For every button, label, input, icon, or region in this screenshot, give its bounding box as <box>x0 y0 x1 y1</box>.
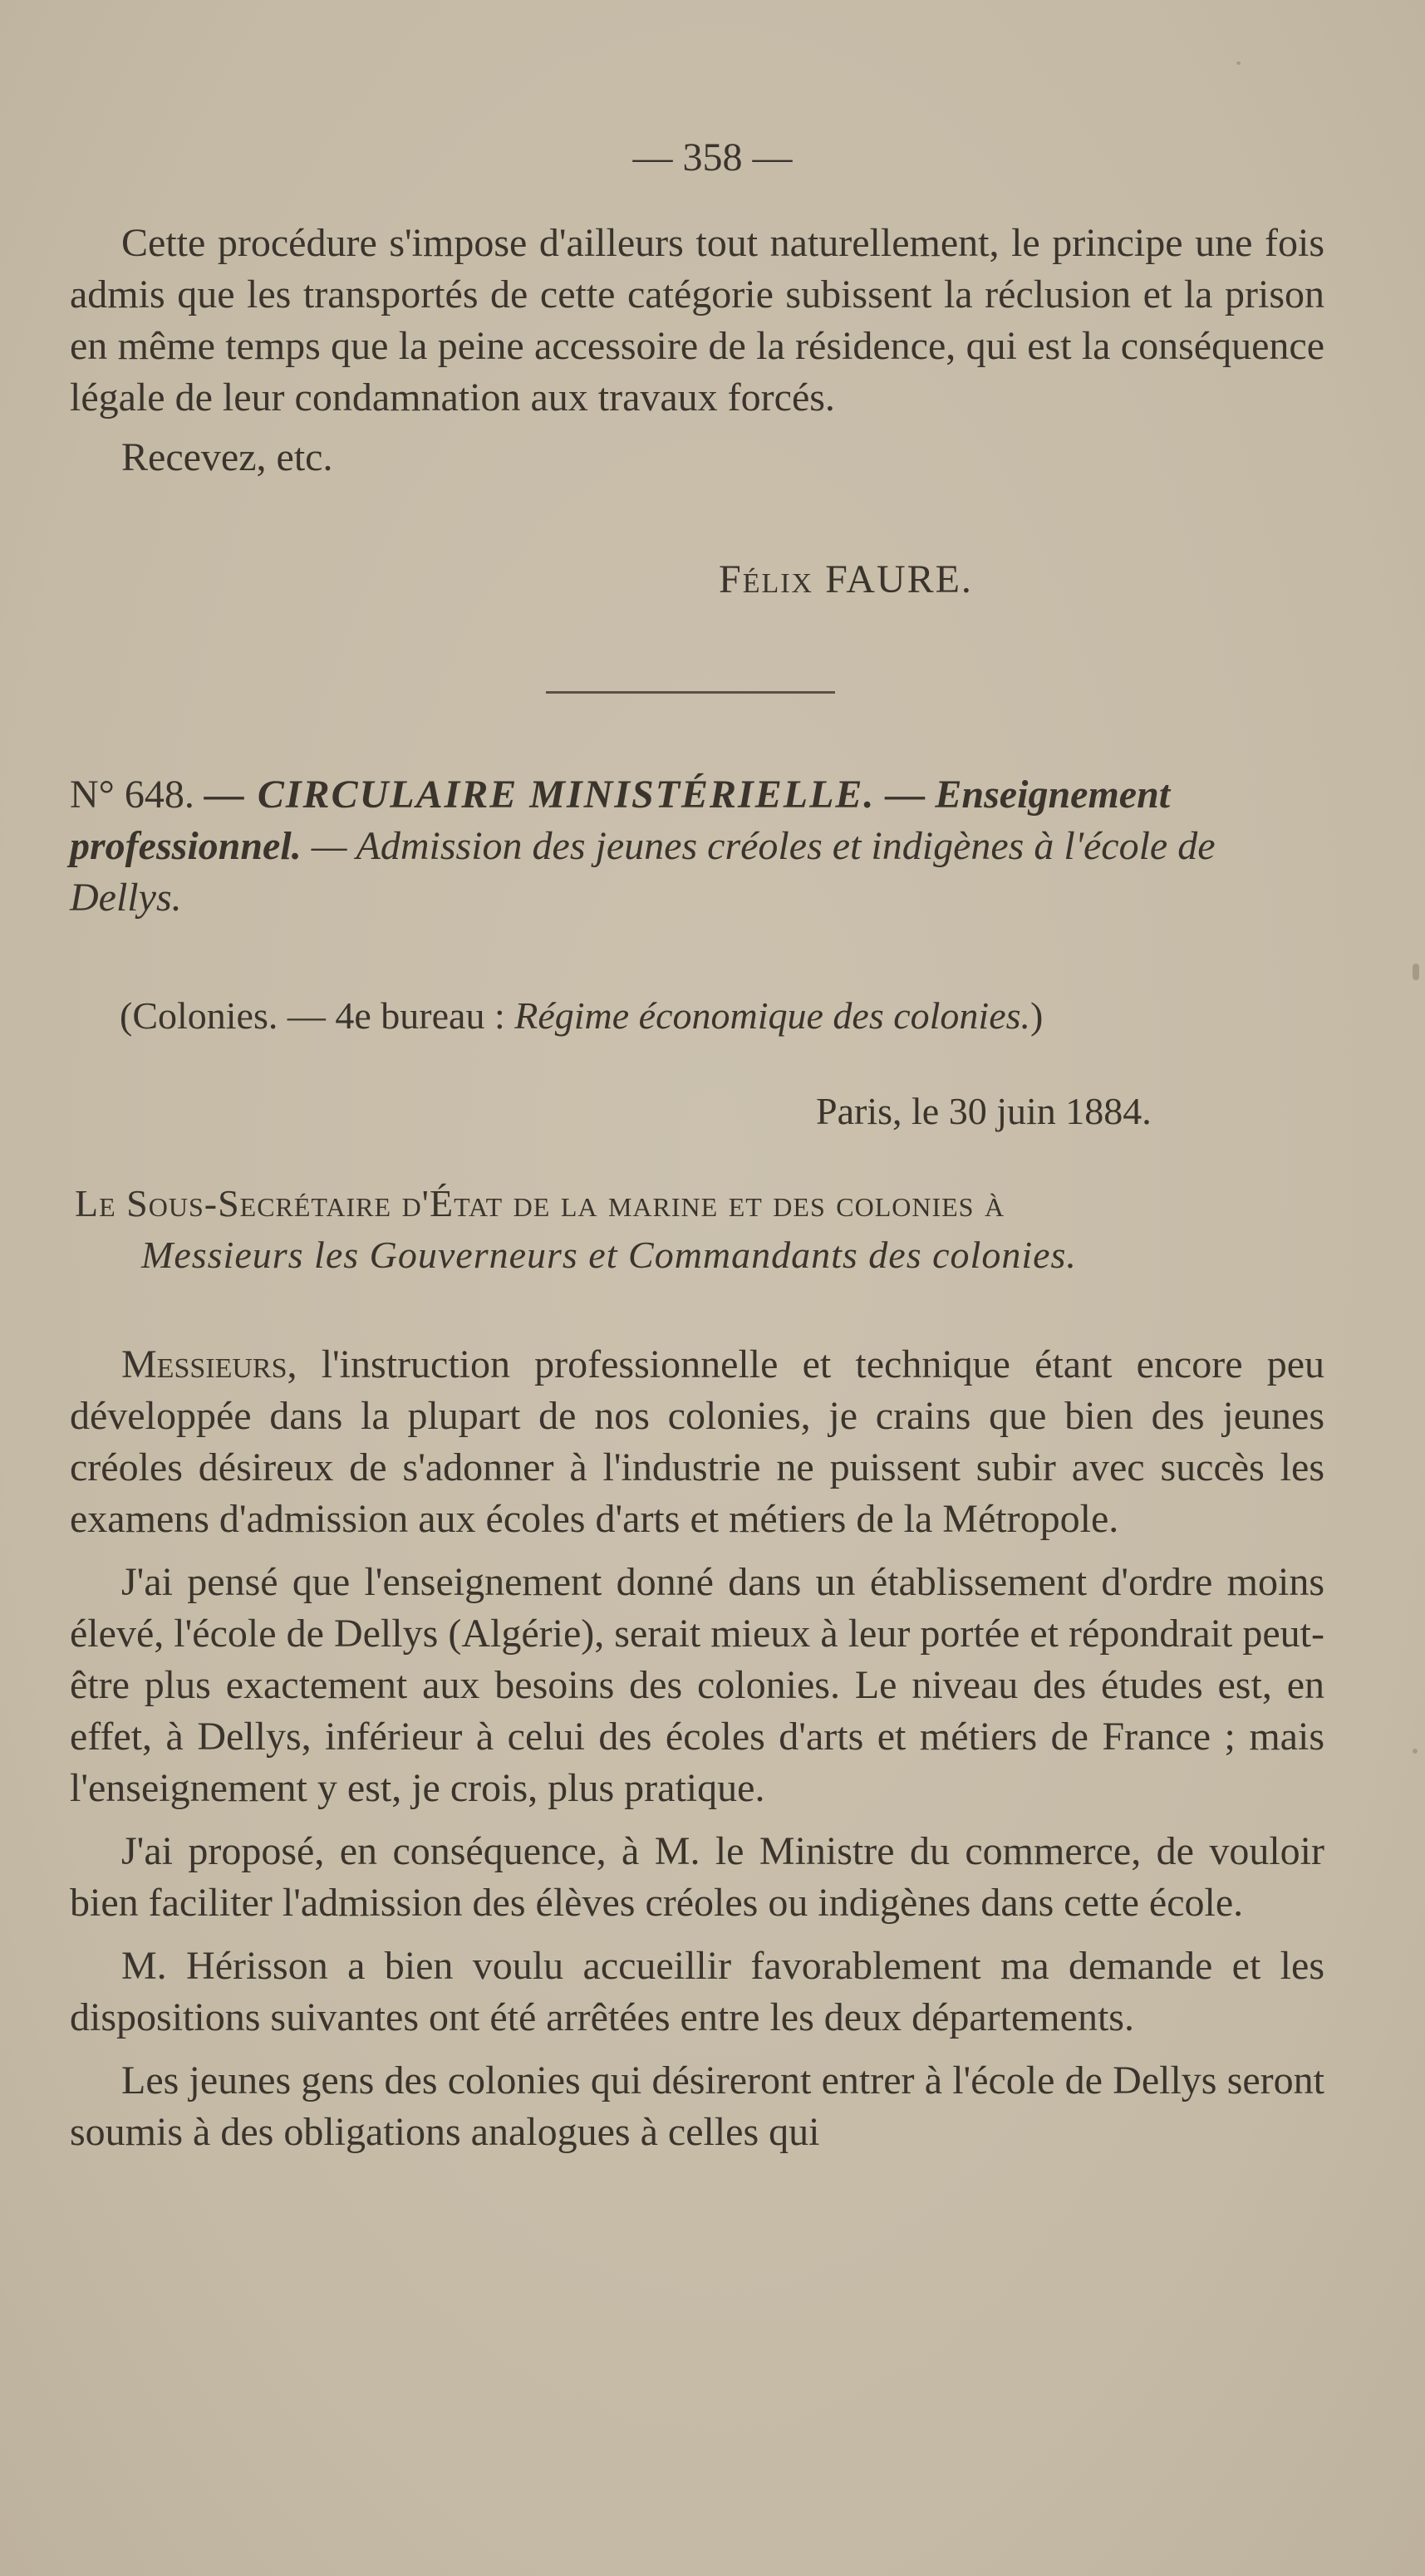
body-paragraph-4: M. Hérisson a bien voulu accueillir favorablement ma demande et les dispositions suivantes ont été arrêtées entre les deux départements. <box>70 1944 1324 2039</box>
circular-heading <box>70 769 1324 924</box>
intro-paragraph-block <box>70 218 1324 483</box>
addressee <box>75 1178 1329 1281</box>
body-paragraph-2: J'ai pensé que l'enseignement donné dans un établissement d'ordre moins élevé, l'école de Dellys (Algérie), serait mieux à leur portée et répondrait peut-être plus exactement aux besoins des colonies. Le niveau des études est, en effet, à Dellys, inférieur à celui des écoles d'arts et métiers de France ; mais l'enseignement y est, je crois, plus pratique. <box>70 1560 1324 1810</box>
bureau-prefix: (Colonies. — 4e bureau : <box>120 994 505 1037</box>
paper-speck <box>1413 1749 1418 1754</box>
body-paragraph-5: Les jeunes gens des colonies qui désireront entrer à l'école de Dellys seront soumis à des obligations analogues à celles qui <box>70 2058 1324 2154</box>
addressee-recipients: Messieurs les Gouverneurs et Commandants des colonies. <box>141 1234 1077 1276</box>
circular-subject: — Admission des jeunes créoles et indigènes à l'école de Dellys. <box>70 824 1216 920</box>
bureau-suffix: ) <box>1030 994 1044 1037</box>
paper-speck <box>1236 61 1241 65</box>
bureau-line <box>120 994 1043 1038</box>
body-paragraph-1-text: l'instruction professionnelle et technique étant encore peu développée dans la plupart de nos colonies, je crains que bien des jeunes créoles désireux de s'adonner à l'industrie ne puissent subir avec succès les examens d'admission aux écoles d'arts et métiers de la Métropole. <box>70 1342 1325 1541</box>
paper-speck <box>1413 964 1419 980</box>
closing-formula: Recevez, etc. <box>121 435 333 479</box>
letter-body <box>70 1339 1324 2158</box>
dateline: Paris, le 30 juin 1884. <box>816 1090 1152 1132</box>
salutation: Messieurs, <box>121 1342 297 1386</box>
circular-number: N° 648. <box>70 773 194 817</box>
circular-subject-lead: — Enseignement professionnel. <box>70 773 1171 868</box>
body-paragraph-1 <box>70 1339 1324 1545</box>
intro-paragraph: Cette procédure s'impose d'ailleurs tout naturellement, le principe une fois admis que les transportés de cette catégorie subissent la réclusion et la prison en même temps que la peine accessoire de la résidence, qui est la conséquence légale de leur condamnation aux travaux forcés. <box>70 221 1324 420</box>
addressee-sender: Le Sous-Secrétaire d'État de la marine et des colonies à <box>75 1182 1005 1224</box>
signature: Félix FAURE. <box>719 557 973 601</box>
bureau-subject: Régime économique des colonies. <box>514 994 1031 1037</box>
page-number: — 358 — <box>632 135 793 179</box>
section-divider <box>546 691 835 694</box>
circular-title: — CIRCULAIRE MINISTÉRIELLE. <box>204 773 876 817</box>
body-paragraph-3: J'ai proposé, en conséquence, à M. le Ministre du commerce, de vouloir bien faciliter l'admission des élèves créoles ou indigènes dans cette école. <box>70 1829 1324 1925</box>
